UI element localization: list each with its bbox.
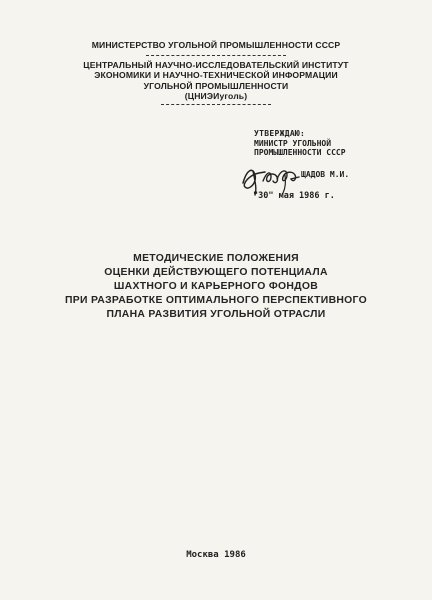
approver-position-line-2: ПРОМЫШЛЕННОСТИ СССР <box>254 148 346 157</box>
institute-divider <box>161 104 271 105</box>
document-title <box>50 252 382 322</box>
approver-position-line-1: МИНИСТР УГОЛЬНОЙ <box>254 138 332 148</box>
title-line-2: ОЦЕНКИ ДЕЙСТВУЮЩЕГО ПОТЕНЦИАЛА <box>104 267 328 278</box>
title-line-3: ШАХТНОГО И КАРЬЕРНОГО ФОНДОВ <box>113 281 319 292</box>
institute-abbreviation: (ЦНИЭИуголь) <box>184 91 248 101</box>
approval-block <box>254 129 394 158</box>
title-line-5: ПЛАНА РАЗВИТИЯ УГОЛЬНОЙ ОТРАСЛИ <box>106 309 326 320</box>
ministry-name: МИНИСТЕРСТВО УГОЛЬНОЙ ПРОМЫШЛЕННОСТИ СССР <box>91 40 341 50</box>
signer-name: ЩАДОВ М.И. <box>301 170 350 179</box>
approval-date: "30" мая 1986 г. <box>253 191 335 201</box>
place-and-year: Москва 1986 <box>186 550 246 560</box>
title-line-1: МЕТОДИЧЕСКИЕ ПОЛОЖЕНИЯ <box>133 253 299 264</box>
institute-name-line-1: ЦЕНТРАЛЬНЫЙ НАУЧНО-ИССЛЕДОВАТЕЛЬСКИЙ ИНСТИТУТ <box>83 59 349 70</box>
institute-name-line-2: ЭКОНОМИКИ И НАУЧНО-ТЕХНИЧЕСКОЙ ИНФОРМАЦИИ <box>94 70 338 80</box>
approval-label: УТВЕРЖДАЮ: <box>254 129 306 138</box>
header-divider <box>146 55 286 56</box>
title-line-4: ПРИ РАЗРАБОТКЕ ОПТИМАЛЬНОГО ПЕРСПЕКТИВНОГО <box>65 295 367 306</box>
institute-name-line-3: УГОЛЬНОЙ ПРОМЫШЛЕННОСТИ <box>143 80 289 91</box>
header-block <box>70 40 362 109</box>
